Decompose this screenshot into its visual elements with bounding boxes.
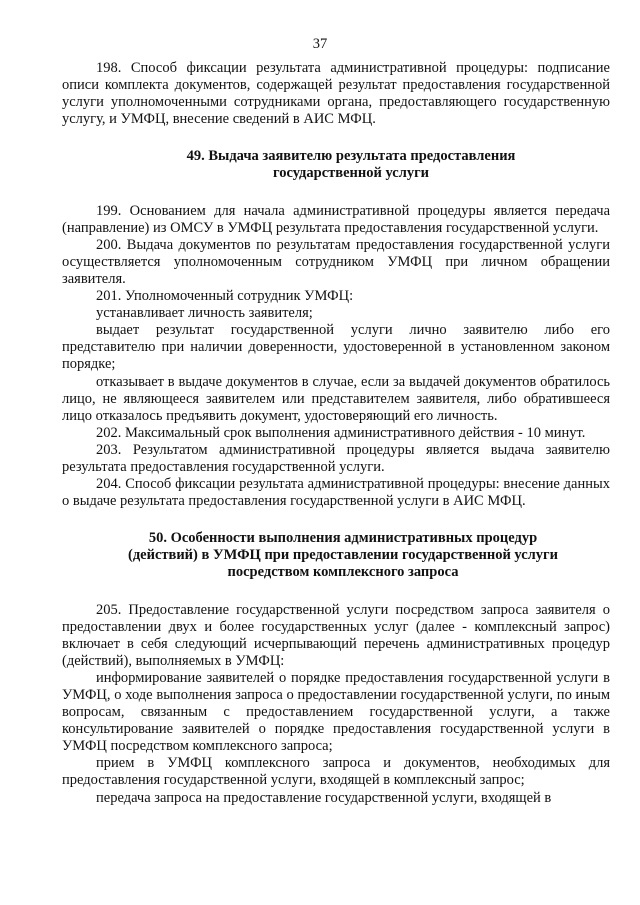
paragraph-203: 203. Результатом административной процедуры является выдача заявителю результата предоставления государственной услуги. bbox=[62, 441, 610, 475]
section-heading-50 bbox=[62, 530, 610, 581]
document-body bbox=[62, 60, 610, 807]
paragraph-204: 204. Способ фиксации результата административной процедуры: внесение данных о выдаче результата предоставления государственной услуги в АИС МФЦ. bbox=[62, 476, 610, 510]
paragraph-205: 205. Предоставление государственной услуги посредством запроса заявителя о предоставлении двух и более государственных услуг (далее - комплексный запрос) включает в себя следующий исчерпывающий перечень административных процедур (действий), выполняемых в УМФЦ: bbox=[62, 601, 610, 669]
paragraph-198: 198. Способ фиксации результата административной процедуры: подписание описи комплекта документов, содержащей результат предоставления государственной услуги уполномоченными сотрудниками органа, предоставляющего государственную услугу, и УМФЦ, внесение сведений в АИС МФЦ. bbox=[62, 60, 610, 128]
paragraph-202: 202. Максимальный срок выполнения административного действия - 10 минут. bbox=[96, 424, 586, 441]
heading-line: посредством комплексного запроса bbox=[227, 564, 459, 581]
page-number: 37 bbox=[312, 36, 328, 52]
list-item-transfer: передача запроса на предоставление государственной услуги, входящей в bbox=[96, 789, 552, 806]
list-item-identity: устанавливает личность заявителя; bbox=[96, 305, 313, 322]
heading-line: государственной услуги bbox=[272, 165, 430, 182]
paragraph-200: 200. Выдача документов по результатам предоставления государственной услуги осуществляется уполномоченным сотрудником УМФЦ при личном обращении заявителя. bbox=[62, 236, 610, 287]
heading-line: 49. Выдача заявителю результата предоставления bbox=[186, 148, 516, 165]
paragraph-201: 201. Уполномоченный сотрудник УМФЦ: bbox=[96, 288, 354, 305]
list-item-informing: информирование заявителей о порядке предоставления государственной услуги в УМФЦ, о ходе выполнения запроса о предоставлении государственной услуги, по иным вопросам, связанным с предоставлением государственной услуги, а также консультирование заявителей о порядке предоставления государственной услуги в УМФЦ посредством комплексного запроса; bbox=[62, 669, 610, 755]
list-item-reception: прием в УМФЦ комплексного запроса и документов, необходимых для предоставления государственной услуги, входящей в комплексный запрос; bbox=[62, 755, 610, 789]
heading-line: 50. Особенности выполнения административных процедур bbox=[148, 530, 538, 547]
list-item-refuse: отказывает в выдаче документов в случае, если за выдачей документов обратилось лицо, не являющееся заявителем или представителем заявителя, либо обратившееся лицо отказалось предъявить документ, удостоверяющий его личность. bbox=[62, 373, 610, 424]
heading-line: (действий) в УМФЦ при предоставлении государственной услуги bbox=[127, 547, 558, 564]
section-heading-49 bbox=[62, 148, 610, 182]
paragraph-199: 199. Основанием для начала административной процедуры является передача (направление) из ОМСУ в УМФЦ результата предоставления государственной услуги. bbox=[62, 202, 610, 236]
list-item-issue: выдает результат государственной услуги лично заявителю либо его представителю при наличии доверенности, удостоверенной в установленном законом порядке; bbox=[62, 322, 610, 373]
